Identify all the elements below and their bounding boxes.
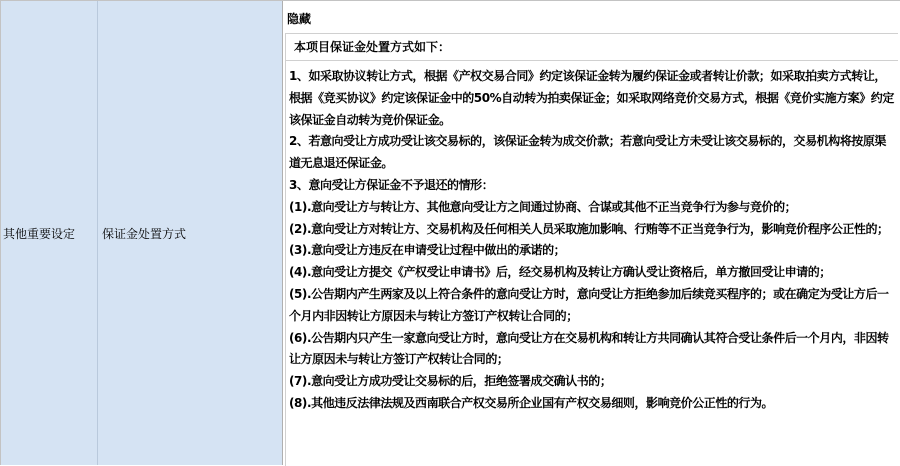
term-item-4: (4).意向受让方提交《产权受让申请书》后，经交易机构及转让方确认受让资格后，单方撤回受让申请的； [289,265,831,280]
intro-row [286,34,898,61]
term-paragraph-2: 2、若意向受让方成功受让该交易标的，该保证金转为成交价款；若意向受让方未受让该交易标的，交易机构将按原渠道无息退还保证金。 [289,134,886,171]
term-item-3: (3).意向受让方违反在申请受让过程中做出的承诺的； [289,243,566,258]
hide-toggle-link[interactable]: 隐藏 [287,12,312,26]
category-cell [1,1,98,465]
term-item-6: (6).公告期内只产生一家意向受让方时，意向受让方在交易机构和转让方共同确认其符合受让条件后一个月内，非因转让方原因未与转让方签订产权转让合同的； [289,330,889,367]
term-item-5: (5).公告期内产生两家及以上符合条件的意向受让方时，意向受让方拒绝参加后续竞买程序的；或在确定为受让方后一个月内非因转让方原因未与转让方签订产权转让合同的； [289,286,889,323]
term-item-2: (2).意向受让方对转让方、交易机构及任何相关人员采取施加影响、行贿等不正当竞争行为，影响竞价程序公正性的； [289,221,889,236]
field-label: 保证金处置方式 [102,226,187,241]
term-item-1: (1).意向受让方与转让方、其他意向受让方之间通过协商、合谋或其他不正当竞争行为参与竞价的； [289,199,797,214]
category-label: 其他重要设定 [3,226,76,241]
value-cell [283,1,900,465]
term-item-8: (8).其他违反法律法规及西南联合产权交易所企业国有产权交易细则，影响竞价公正性的行为。 [289,395,774,410]
deposit-disposal-table [285,33,898,466]
term-item-7: (7).意向受让方成功受让交易标的后，拒绝签署成交确认书的； [289,374,612,389]
field-cell [98,1,283,465]
intro-text: 本项目保证金处置方式如下： [294,40,451,54]
disposal-terms [286,61,898,466]
term-paragraph-3: 3、意向受让方保证金不予退还的情形： [289,177,494,192]
term-paragraph-1: 1、如采取协议转让方式，根据《产权交易合同》约定该保证金转为履约保证金或者转让价款；如采取拍卖方式转让，根据《竞买协议》约定该保证金中的50%自动转为拍卖保证金；如采取网络竞价交易方式，根据《竞价实施方案》约定该保证金自动转为竞价保证金。 [289,69,894,127]
